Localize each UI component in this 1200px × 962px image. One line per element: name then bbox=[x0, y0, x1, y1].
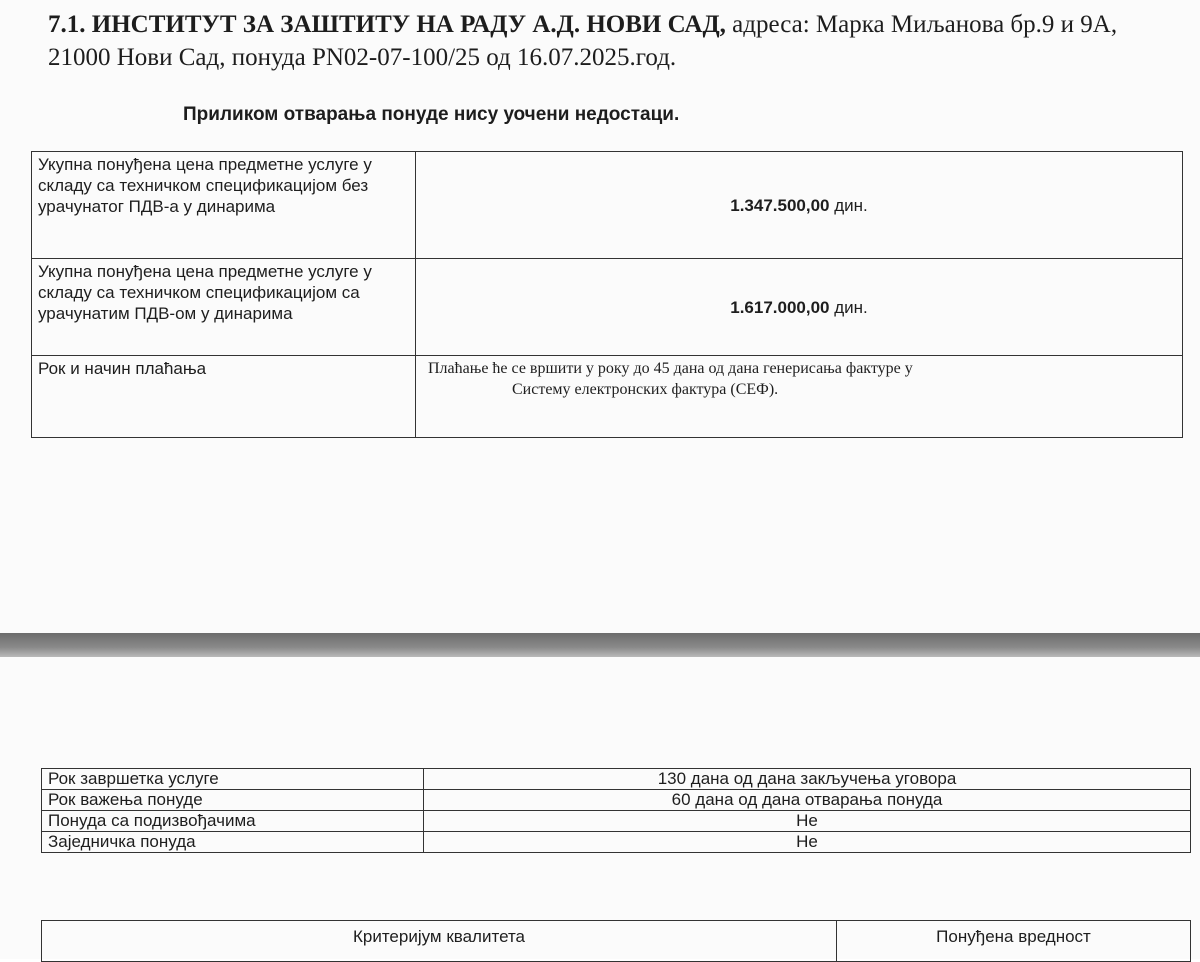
offered-value-header: Понуђена вредност bbox=[837, 921, 1191, 962]
joint-offer-label: Заједничка понуда bbox=[42, 832, 424, 853]
joint-offer-value: Не bbox=[424, 832, 1191, 853]
table-row bbox=[32, 259, 1183, 356]
table-row bbox=[42, 811, 1191, 832]
bidder-address: адреса: Марка Миљанова бр.9 и 9А, 21000 Нови Сад, понуда PN02-07-100/25 од 16.07.2025.год. bbox=[48, 11, 1118, 71]
completion-term-value: 130 дана од дана закључења уговора bbox=[424, 769, 1191, 790]
payment-terms-line-2: Систему електронских фактура (СЕФ). bbox=[512, 381, 779, 398]
price-without-vat-label: Укупна понуђена цена предметне услуге у складу са техничком спецификацијом без урачунатог ПДВ-а у динарима bbox=[32, 152, 416, 259]
payment-terms-value bbox=[416, 356, 1183, 438]
payment-terms-label: Рок и начин плаћања bbox=[32, 356, 416, 438]
price-without-vat-amount: 1.347.500,00 bbox=[730, 195, 830, 215]
payment-terms-line-1: Плаћање ће се вршити у року до 45 дана од дана генерисања фактуре у bbox=[428, 360, 913, 377]
quality-criterion-header: Критеријум квалитета bbox=[42, 921, 837, 962]
subcontractors-label: Понуда са подизвођачима bbox=[42, 811, 424, 832]
table-row bbox=[42, 769, 1191, 790]
offer-terms-table bbox=[41, 768, 1191, 853]
offer-price-table bbox=[31, 151, 1183, 438]
bidder-name: 7.1. ИНСТИТУТ ЗА ЗАШТИТУ НА РАДУ А.Д. НОВИ САД, bbox=[48, 11, 726, 38]
quality-criteria-table bbox=[41, 920, 1191, 962]
price-with-vat-amount: 1.617.000,00 bbox=[730, 297, 830, 317]
price-with-vat-label: Укупна понуђена цена предметне услуге у складу са техничком спецификацијом са урачунатим ПДВ-ом у динарима bbox=[32, 259, 416, 356]
document-page-bottom bbox=[0, 657, 1200, 959]
offer-validity-label: Рок важења понуде bbox=[42, 790, 424, 811]
price-with-vat-value bbox=[416, 259, 1183, 356]
table-row bbox=[42, 921, 1191, 962]
completion-term-label: Рок завршетка услуге bbox=[42, 769, 424, 790]
price-without-vat-value bbox=[416, 152, 1183, 259]
table-row bbox=[32, 356, 1183, 438]
currency-unit: дин. bbox=[829, 195, 868, 215]
subcontractors-value: Не bbox=[424, 811, 1191, 832]
table-row bbox=[42, 832, 1191, 853]
currency-unit: дин. bbox=[829, 297, 868, 317]
page-break-shadow bbox=[0, 633, 1200, 657]
bidder-heading bbox=[48, 8, 1168, 74]
offer-validity-value: 60 дана од дана отварања понуда bbox=[424, 790, 1191, 811]
table-row bbox=[32, 152, 1183, 259]
opening-notice: Приликом отварања понуде нису уочени недостаци. bbox=[183, 104, 680, 125]
table-row bbox=[42, 790, 1191, 811]
